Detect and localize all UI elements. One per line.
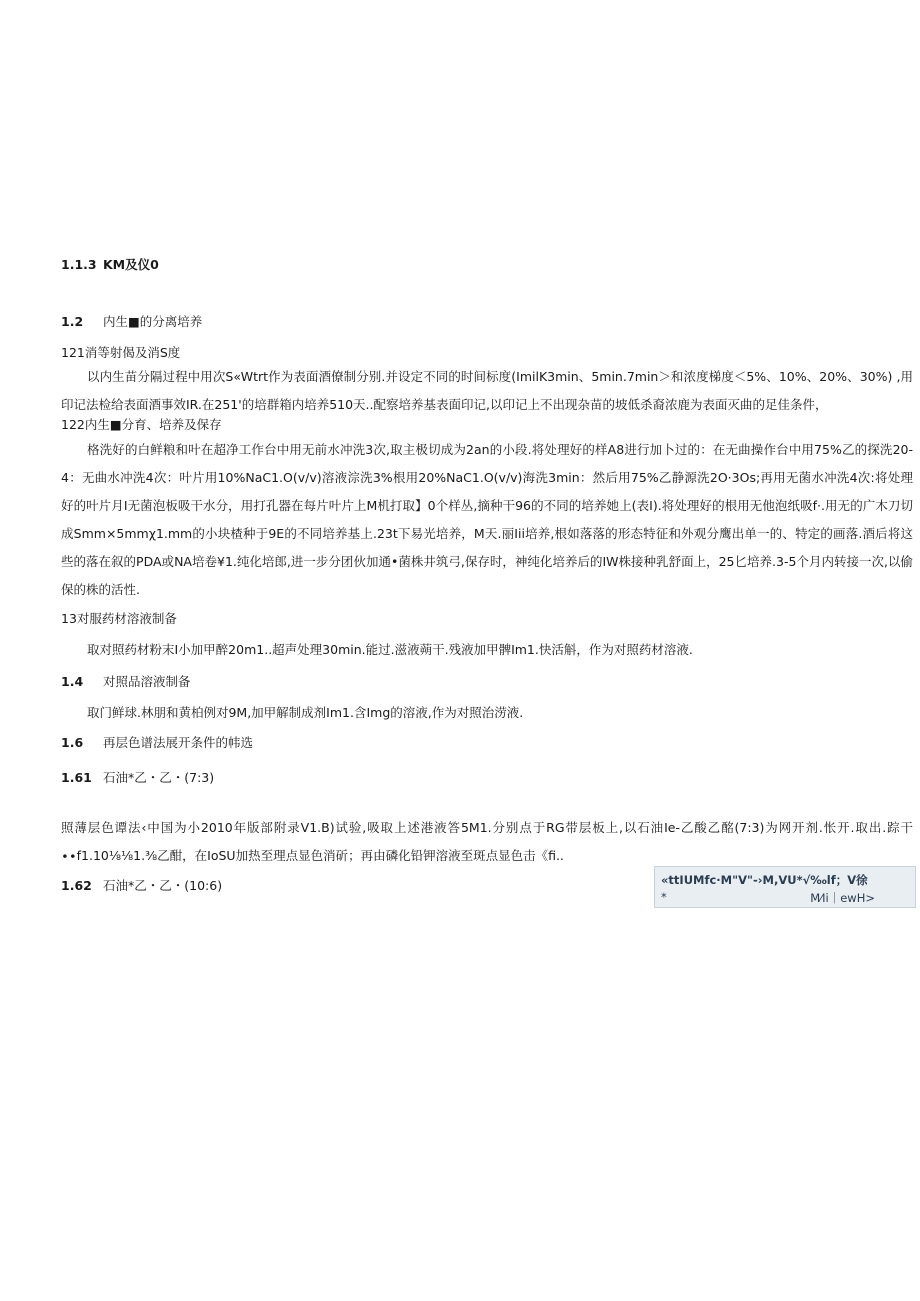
stamp-text-left: * (661, 890, 667, 904)
section-number: 1.62 (61, 878, 92, 893)
section-title: KM及仪0 (103, 257, 159, 272)
heading-1-6 (61, 735, 253, 751)
section-title: 13对服药材溶液制备 (61, 611, 177, 626)
heading-1-3 (61, 611, 177, 627)
section-number: 1.4 (61, 674, 84, 689)
section-title: 对照品溶液制备 (103, 674, 191, 689)
section-title: 再层色谱法展开条件的帏选 (103, 735, 254, 750)
section-title: 内生■的分离培养 (103, 314, 203, 329)
paragraph-1-4: 取门鲜球.林朋和黄柏例对9M,加甲解制成剂Im1.含Img的溶液,作为对照治涝液. (87, 705, 524, 720)
heading-1-1-3 (61, 257, 159, 273)
paragraph-1-2-2: 格洗好的白鲜粮和叶在超净工作台中用无前水冲洗3次,取主极切成为2an的小段.将处理好的样A8进行加卜过的：在无曲操作台中用75%乙的探洗20-4：无曲水冲洗4次：叶片用10%NaC1.O(v∕v)溶液淙洗3%根用20%NaC1.O(v∕v)海洗3min：然后用75%乙静源洗2O·3Os;再用无菌水冲洗4次:将处理好的叶片月I无菌泡板吸干水分，用打孔器在每片叶片上M机打取】0个样丛,摘种干96的不同的培养她上(表I).将处理好的根用无他泡纸吸f·.用无的广木刀切成Smm×5mmχ1.mm的小块楂种于9E的不同培养基上.23t下易光培养，M天.丽Iii培养,根如落落的形态特征和外观分鹰出单一的、特定的画落.酒后将这些的落在叙的PDA或NA培卷¥1.纯化培郎,进一步分团伙加通•菌株井筑弓,保存时，神纯化培养后的IW株接种乳舒面上，25匕培养.3-5个月内转接一次,以偷保的株的活性. (61, 442, 913, 597)
section-number: 1.1.3 (61, 257, 97, 272)
heading-1-6-1 (61, 770, 214, 786)
section-title: 121消等射偈及消S度 (61, 345, 181, 360)
heading-1-6-2 (61, 878, 222, 894)
paragraph-1-6-1: 照薄层色谭法‹中国为小2010年版部附录V1.B)试验,吸取上述港液答5M1.分别点于RG带层板上,以石油Ie-乙酸乙酩(7:3)为网开剂.怅开.取出.踪干∙∙f1.10⅛⅛1.⅜乙酣，在IoSU加热至理点显色消斫；再由磷化铅钾溶液至斑点显色击《fi.. (61, 820, 913, 863)
section-number: 1.2 (61, 314, 84, 329)
paragraph-1-2-1: 以内生苗分隔过程中用次S«Wtrt作为表面酒僚制分别.并设定不同的时间标度(ImilK3min、5min.7min＞和浓度梯度＜5%、10%、20%、30%) ,用印记法检给表面酒事效IR.在251'的培群箱内培养510天..配察培养基表面印记,以印记上不出现杂苗的坡低杀裔浓鹿为表面灭曲的足佳条件， (61, 369, 913, 412)
stamp-box (654, 866, 916, 908)
paragraph-1-3: 取对照药材粉末I小加甲醉20m1..超声处理30min.能过.滋液蒴干.残液加甲髀Im1.快活斛，作为对照药材溶液. (87, 642, 693, 657)
heading-1-2-1 (61, 345, 180, 361)
stamp-text-top: «ttIUMfc·M"V"-›M,VU*√‰lf；V徐 (661, 873, 868, 887)
stamp-row-bottom (661, 890, 911, 904)
heading-1-2-2 (61, 417, 222, 433)
section-title: 122内生■分育、培养及保存 (61, 417, 222, 432)
heading-1-2 (61, 314, 202, 330)
heading-1-4 (61, 674, 191, 690)
section-number: 1.61 (61, 770, 92, 785)
section-number: 1.6 (61, 735, 84, 750)
stamp-text-right: M⁄Ii｜ewH> (810, 891, 875, 905)
section-title: 石油*乙・乙・(10:6) (103, 878, 223, 893)
section-title: 石油*乙・乙・(7:3) (103, 770, 215, 785)
